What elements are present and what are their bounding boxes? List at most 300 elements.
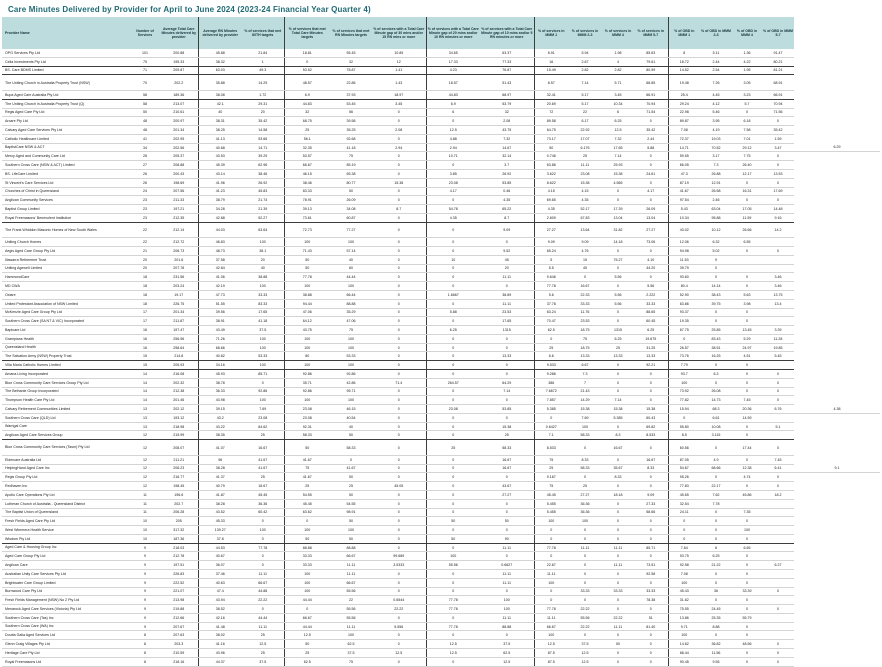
cell-avg_rn_min: 45.33 xyxy=(198,517,242,526)
table-row[interactable] xyxy=(2,213,880,222)
cell-svc_mmm23: 5.17 xyxy=(568,99,602,108)
cell-svc_mmm23: 0 xyxy=(568,526,602,535)
cell-pct_met_total_care: 68.75 xyxy=(284,117,330,126)
table-row[interactable] xyxy=(2,378,880,387)
table-row[interactable] xyxy=(2,361,880,370)
cell-obd_mmm1: 63.86 xyxy=(668,299,700,308)
cell-svc_mmm1: 20.69 xyxy=(534,99,568,108)
cell-pct_met_80th: 52.27 xyxy=(242,213,284,222)
cell-obd_mmm4: 0 xyxy=(732,561,762,570)
cell-gap_30_15: 12 xyxy=(372,57,426,66)
cell-pct_met_rn: 40.54 xyxy=(330,413,372,422)
cell-obd_mmm23: 95.88 xyxy=(700,213,732,222)
cell-obd_mmm57: 70.94 xyxy=(762,99,794,108)
table-row[interactable] xyxy=(2,299,880,308)
cell-pct_met_total_care: 58.33 xyxy=(284,431,330,440)
cell-svc_mmm23: 0 xyxy=(568,631,602,640)
table-row[interactable] xyxy=(2,405,880,414)
cell-avg_rn_min: 68.66 xyxy=(198,343,242,352)
cell-svc_mmm57: 33.33 xyxy=(634,587,668,596)
cell-obd_mmm1: 11.53 xyxy=(668,255,700,264)
cell-obd_mmm4: 0 xyxy=(732,534,762,543)
table-row[interactable] xyxy=(2,517,880,526)
cell-gap_30_15: 0 xyxy=(372,273,426,282)
provider-name-cell: BS. LifeCare Limited xyxy=(2,169,130,178)
cell-gap_10_5: 0 xyxy=(480,334,534,343)
cell-pct_met_total_care: 64.12 xyxy=(284,317,330,326)
cell-svc_mmm23: 0 xyxy=(568,578,602,587)
cell-num_services: 20 xyxy=(130,264,160,273)
table-row[interactable] xyxy=(2,605,880,614)
column-header-num_services[interactable]: Number of Services xyxy=(130,17,160,49)
cell-obd_mmm1: 47.3 xyxy=(668,169,700,178)
cell-svc_mmm23: 37.5 xyxy=(568,640,602,649)
cell-pct_met_80th: 0 xyxy=(242,561,284,570)
cell-obd_mmm57: 17.69 xyxy=(762,187,794,196)
table-row[interactable] xyxy=(2,596,880,605)
table-row[interactable] xyxy=(2,169,880,178)
cell-obd_mmm4: 0 xyxy=(732,649,762,658)
cell-obd_mmm4: 0 xyxy=(732,569,762,578)
table-row[interactable] xyxy=(2,490,880,499)
cell-obd_mmm57: 19.85 xyxy=(762,343,794,352)
column-header-svc_mmm57[interactable]: % of services in MMM 5-7 xyxy=(634,17,668,49)
table-row[interactable] xyxy=(2,317,880,326)
cell-svc_mmm23: 9.09 xyxy=(568,238,602,247)
table-row[interactable] xyxy=(2,440,880,456)
cell-pct_met_total_care: 12.5 xyxy=(284,631,330,640)
cell-obd_mmm4: 0 xyxy=(732,317,762,326)
cell-gap_30_15: 0 xyxy=(372,282,426,291)
cell-svc_mmm23: 4.35 xyxy=(568,196,602,205)
cell-gap_30_15: 0 xyxy=(372,405,426,414)
table-row[interactable] xyxy=(2,108,880,117)
cell-pct_met_total_care: 41.67 xyxy=(284,455,330,464)
cell-avg_total_care_min: 207.63 xyxy=(160,631,198,640)
cell-obd_mmm1: 95.26 xyxy=(668,473,700,482)
table-row[interactable] xyxy=(2,187,880,196)
column-header-obd_mmm4[interactable]: % of OBD in MMM 4 xyxy=(732,17,762,49)
cell-obd_mmm57: 68.91 xyxy=(762,75,794,91)
column-header-gap_20_10[interactable]: % of services with a Total Care Minute gap of 20 mins and/or 10 RN minutes or more xyxy=(426,17,480,49)
cell-gap_30_15: 3.5333 xyxy=(372,561,426,570)
cell-svc_mmm1: 22.67 xyxy=(534,561,568,570)
table-row[interactable] xyxy=(2,290,880,299)
cell-num_services: 12 xyxy=(130,455,160,464)
cell-svc_mmm4: 0 xyxy=(602,526,634,535)
cell-pct_met_rn: 32 xyxy=(330,57,372,66)
column-header-avg_rn_min[interactable]: Average RN Minutes delivered by provider xyxy=(198,17,242,49)
cell-svc_mmm57: 0 xyxy=(634,578,668,587)
cell-gap_20_10: 0 xyxy=(426,222,480,238)
cell-pct_met_80th: 16.67 xyxy=(242,482,284,491)
cell-avg_total_care_min: 219.88 xyxy=(160,605,198,614)
cell-svc_mmm57: 0 xyxy=(634,640,668,649)
cell-svc_mmm1: 65.24 xyxy=(534,247,568,256)
cell-gap_20_10: 0 xyxy=(426,490,480,499)
table-row[interactable] xyxy=(2,205,880,214)
column-header-gap_10_5[interactable]: % of services with a Total Care Minute gap of 10 mins and/or 5 RN minutes or more xyxy=(480,17,534,49)
cell-gap_20_10: 4.17 xyxy=(426,187,480,196)
cell-avg_rn_min: 43.49 xyxy=(198,326,242,335)
cell-svc_mmm1: 5 xyxy=(534,255,568,264)
cell-pct_met_80th: 53.33 xyxy=(242,352,284,361)
cell-gap_30_15: 22.22 xyxy=(372,605,426,614)
column-header-svc_mmm1[interactable]: % of services in MMM 1 xyxy=(534,17,568,49)
cell-avg_rn_min: 41.13 xyxy=(198,134,242,143)
cell-svc_mmm4: 6 xyxy=(602,108,634,117)
cell-obd_mmm23: 0 xyxy=(700,569,732,578)
cell-avg_total_care_min: 205.37 xyxy=(160,152,198,161)
cell-gap_30_15: 0 xyxy=(372,290,426,299)
table-row[interactable] xyxy=(2,482,880,491)
cell-gap_20_10: 0 xyxy=(426,431,480,440)
table-row[interactable] xyxy=(2,464,880,473)
cell-pct_met_80th: 37.5 xyxy=(242,657,284,666)
column-header-obd_mmm57[interactable]: % of OBD in MMM 5-7 xyxy=(762,17,794,49)
column-header-obd_mmm23[interactable]: % of OBD in MMM 2-3 xyxy=(700,17,732,49)
cell-pct_met_total_care: 53.52 xyxy=(284,66,330,75)
cell-svc_mmm57: 66.91 xyxy=(634,90,668,99)
column-header-pct_met_total_care[interactable]: % of services that met Total Care Minutes targets xyxy=(284,17,330,49)
cell-pct_met_total_care: 48.57 xyxy=(284,75,330,91)
cell-avg_total_care_min: 202.2 xyxy=(160,75,198,91)
table-row[interactable] xyxy=(2,543,880,552)
cell-gap_20_10: 55.56 xyxy=(426,561,480,570)
cell-num_services: 17 xyxy=(130,308,160,317)
cell-svc_mmm1: 77.78 xyxy=(534,605,568,614)
table-row[interactable] xyxy=(2,387,880,396)
table-row[interactable] xyxy=(2,526,880,535)
cell-avg_rn_min: 44.53 xyxy=(198,543,242,552)
table-row[interactable] xyxy=(2,413,880,422)
cell-avg_rn_min: 43.22 xyxy=(198,422,242,431)
cell-pct_met_80th: 100 xyxy=(242,361,284,370)
cell-svc_mmm57: 35.42 xyxy=(634,126,668,135)
column-header-obd_mmm1[interactable]: % of OBD in MMM 1 xyxy=(668,17,700,49)
cell-avg_rn_min: 43.96 xyxy=(198,649,242,658)
cell-gap_30_15: 0 xyxy=(372,499,426,508)
provider-name-cell: Menarock Aged Care Services (Victoria) Pty Ltd xyxy=(2,605,130,614)
table-row[interactable] xyxy=(2,308,880,317)
cell-avg_rn_min: 38.28 xyxy=(198,499,242,508)
column-header-svc_mmm23[interactable]: % of services in MMM 2-3 xyxy=(568,17,602,49)
cell-gap_30_15: 0.6544 xyxy=(372,596,426,605)
cell-avg_rn_min: 48.73 xyxy=(198,247,242,256)
table-row[interactable] xyxy=(2,534,880,543)
cell-pct_met_80th: 92.86 xyxy=(242,387,284,396)
cell-obd_mmm1: 87.05 xyxy=(668,455,700,464)
cell-avg_total_care_min: 193.12 xyxy=(160,413,198,422)
provider-name-cell: BaptistCare NSW & ACT xyxy=(2,143,130,152)
cell-svc_mmm23: 8.33 xyxy=(568,455,602,464)
cell-num_services: 12 xyxy=(130,440,160,456)
cell-obd_mmm1: 32.54 xyxy=(668,499,700,508)
table-row[interactable] xyxy=(2,473,880,482)
table-row[interactable] xyxy=(2,422,880,431)
cell-avg_rn_min: 41.87 xyxy=(198,490,242,499)
table-row[interactable] xyxy=(2,117,880,126)
cell-obd_mmm23: 24.45 xyxy=(700,605,732,614)
cell-gap_10_5: 51.43 xyxy=(480,75,534,91)
column-header-gap_30_15[interactable]: % of services with a Total Care Minute gap of 30 mins and/or 15 RN mins or more xyxy=(372,17,426,49)
table-row[interactable] xyxy=(2,499,880,508)
cell-obd_mmm23: 83.43 xyxy=(700,334,732,343)
column-header-svc_mmm4[interactable]: % of services in MMM 4 xyxy=(602,17,634,49)
table-row[interactable] xyxy=(2,196,880,205)
cell-obd_mmm1: 0 xyxy=(668,334,700,343)
cell-pct_met_rn: 55.45 xyxy=(330,49,372,57)
cell-svc_mmm57: 60.43 xyxy=(634,413,668,422)
cell-pct_met_total_care: 100 xyxy=(284,238,330,247)
cell-svc_mmm57: 85.71 xyxy=(634,543,668,552)
cell-gap_30_15: 0 xyxy=(372,134,426,143)
table-row[interactable] xyxy=(2,57,880,66)
cell-svc_mmm1: 66.67 xyxy=(534,622,568,631)
cell-svc_mmm23: 25 xyxy=(568,152,602,161)
table-row[interactable] xyxy=(2,273,880,282)
cell-gap_20_10: 0 xyxy=(426,473,480,482)
table-row[interactable] xyxy=(2,152,880,161)
cell-svc_mmm57: 92.21 xyxy=(634,361,668,370)
cell-gap_10_5: 45 xyxy=(480,255,534,264)
cell-avg_rn_min: 43.98 xyxy=(198,396,242,405)
cell-obd_mmm23: 0 xyxy=(700,308,732,317)
cell-avg_rn_min: 40.68 xyxy=(198,143,242,152)
table-row[interactable] xyxy=(2,578,880,587)
table-row[interactable] xyxy=(2,431,880,440)
cell-avg_rn_min: 37.8 xyxy=(198,534,242,543)
table-row[interactable] xyxy=(2,178,880,187)
cell-svc_mmm4: 5.56 xyxy=(602,290,634,299)
cell-avg_total_care_min: 200.97 xyxy=(160,117,198,126)
cell-gap_20_10: 10 xyxy=(426,255,480,264)
cell-obd_mmm57: 0 xyxy=(762,396,794,405)
cell-gap_20_10: 12.5 xyxy=(426,649,480,658)
cell-obd_mmm57: 6.76 xyxy=(762,405,794,414)
cell-pct_met_total_care: 100 xyxy=(284,361,330,370)
cell-num_services: 9 xyxy=(130,622,160,631)
cell-avg_rn_min: 40.82 xyxy=(198,352,242,361)
cell-obd_mmm4: 24.97 xyxy=(732,343,762,352)
cell-pct_met_80th: 100 xyxy=(242,526,284,535)
cell-obd_mmm23: 2.46 xyxy=(700,196,732,205)
cell-svc_mmm4: 0 xyxy=(602,631,634,640)
table-row[interactable] xyxy=(2,640,880,649)
cell-svc_mmm57: 73.06 xyxy=(634,238,668,247)
cell-obd_mmm57: 81.21 xyxy=(762,66,794,75)
cell-svc_mmm4: 0 xyxy=(602,499,634,508)
table-row[interactable] xyxy=(2,75,880,91)
cell-gap_10_5: 26.92 xyxy=(480,169,534,178)
cell-svc_mmm57: 0 xyxy=(634,387,668,396)
provider-name-cell: Southern Cross Care (Tas) Inc xyxy=(2,613,130,622)
table-row[interactable] xyxy=(2,343,880,352)
table-row[interactable] xyxy=(2,561,880,570)
cell-svc_mmm57: 4.17 xyxy=(634,187,668,196)
cell-obd_mmm57 xyxy=(762,631,794,640)
table-row[interactable] xyxy=(2,282,880,291)
cell-gap_10_5: 53.79 xyxy=(480,99,534,108)
cell-obd_mmm4: 33.39 xyxy=(732,587,762,596)
cell-svc_mmm23: 6.67 xyxy=(568,361,602,370)
cell-svc_mmm4: 7.14 xyxy=(602,152,634,161)
table-row[interactable] xyxy=(2,552,880,561)
cell-pct_met_total_care: 66.67 xyxy=(284,613,330,622)
cell-pct_met_80th: 37.5 xyxy=(242,326,284,335)
cell-obd_mmm4: 100 xyxy=(732,526,762,535)
table-row[interactable] xyxy=(2,99,880,108)
cell-svc_mmm1: 100 xyxy=(534,517,568,526)
table-row[interactable] xyxy=(2,90,880,99)
table-row[interactable] xyxy=(2,247,880,256)
cell-svc_mmm1: 32.41 xyxy=(534,90,568,99)
cell-pct_met_80th: 85.71 xyxy=(242,369,284,378)
table-row[interactable] xyxy=(2,143,880,152)
cell-pct_met_80th: 36.36 xyxy=(242,499,284,508)
cell-obd_mmm57 xyxy=(762,238,794,247)
cell-gap_10_5: 88.88 xyxy=(480,622,534,631)
table-row[interactable] xyxy=(2,255,880,264)
cell-pct_met_rn: 44.44 xyxy=(330,273,372,282)
cell-svc_mmm23: 15 xyxy=(568,255,602,264)
cell-obd_mmm4: 0 xyxy=(732,431,762,440)
cell-avg_rn_min: 96 xyxy=(198,455,242,464)
cell-svc_mmm4: 35.67 xyxy=(602,464,634,473)
table-row[interactable] xyxy=(2,352,880,361)
cell-gap_10_5: 0 xyxy=(480,238,534,247)
cell-svc_mmm57: 0 xyxy=(634,440,668,456)
cell-num_services: 50 xyxy=(130,108,160,117)
cell-avg_total_care_min: 208.88 xyxy=(160,161,198,170)
cell-gap_10_5: 0 xyxy=(480,508,534,517)
cell-svc_mmm1: 7.857 xyxy=(534,396,568,405)
table-row[interactable] xyxy=(2,161,880,170)
cell-avg_total_care_min: 202.56 xyxy=(160,143,198,152)
cell-obd_mmm4: 0 xyxy=(732,605,762,614)
table-row[interactable] xyxy=(2,49,880,57)
table-row[interactable] xyxy=(2,569,880,578)
table-row[interactable] xyxy=(2,326,880,335)
table-row[interactable] xyxy=(2,134,880,143)
cell-svc_mmm4: 0 xyxy=(602,596,634,605)
cell-obd_mmm57: 0 xyxy=(762,247,794,256)
cell-num_services: 13 xyxy=(130,422,160,431)
cell-pct_met_80th: 21.84 xyxy=(242,49,284,57)
cell-obd_mmm23: 0 xyxy=(700,264,732,273)
cell-num_services: 27 xyxy=(130,161,160,170)
cell-gap_10_5: 43.75 xyxy=(480,126,534,135)
provider-name-cell: Oxlare xyxy=(2,290,130,299)
cell-svc_mmm4: 18.18 xyxy=(602,490,634,499)
cell-gap_10_5: 7.32 xyxy=(480,134,534,143)
cell-gap_10_5: 11.11 xyxy=(480,299,534,308)
table-row[interactable] xyxy=(2,238,880,247)
table-row[interactable] xyxy=(2,334,880,343)
cell-obd_mmm57: 0 xyxy=(762,178,794,187)
provider-name-cell: Blue Cross Community Care Services (Tasm) Pty Ltd xyxy=(2,440,130,456)
cell-pct_met_total_care: 50 xyxy=(284,255,330,264)
table-row[interactable] xyxy=(2,508,880,517)
cell-svc_mmm57: 16.67 xyxy=(634,455,668,464)
column-header-provider[interactable]: Provider Name xyxy=(2,17,130,49)
cell-obd_mmm4: 4.22 xyxy=(732,57,762,66)
cell-gap_10_5: 9.09 xyxy=(480,222,534,238)
column-header-pct_met_80th[interactable]: % of services that met 80TH targets xyxy=(242,17,284,49)
cell-num_services: 28 xyxy=(130,152,160,161)
cell-pct_met_total_care: 100 xyxy=(284,334,330,343)
cell-avg_total_care_min: 200.88 xyxy=(160,49,198,57)
cell-obd_mmm1: 93.37 xyxy=(668,308,700,317)
provider-name-cell: Glenn Craig Villages Pty Ltd xyxy=(2,640,130,649)
cell-gap_10_5: 62.5 xyxy=(480,649,534,658)
cell-gap_20_10: 6 xyxy=(426,108,480,117)
cell-pct_met_total_care: 33.33 xyxy=(284,552,330,561)
cell-svc_mmm57: 0 xyxy=(634,117,668,126)
cell-gap_20_10: 5.88 xyxy=(426,308,480,317)
table-row[interactable] xyxy=(2,222,880,238)
cell-gap_30_15: 0 xyxy=(372,213,426,222)
cell-num_services: 24 xyxy=(130,187,160,196)
table-row[interactable] xyxy=(2,657,880,666)
provider-name-cell: Uniting Agewell Limited xyxy=(2,264,130,273)
cell-obd_mmm4: 0 xyxy=(732,657,762,666)
table-row[interactable] xyxy=(2,264,880,273)
cell-svc_mmm57: 0 xyxy=(634,605,668,614)
cell-gap_10_5: 0.46 xyxy=(480,187,534,196)
table-row[interactable] xyxy=(2,631,880,640)
cell-obd_mmm1: 100 xyxy=(668,378,700,387)
cell-pct_met_80th: 17.65 xyxy=(242,308,284,317)
cell-obd_mmm57: 91.47 xyxy=(762,49,794,57)
cell-avg_total_care_min: 211.33 xyxy=(160,196,198,205)
cell-pct_met_rn: 37.5 xyxy=(330,649,372,658)
cell-svc_mmm57: 79.61 xyxy=(634,57,668,66)
table-row[interactable] xyxy=(2,396,880,405)
cell-pct_met_rn: 50 xyxy=(330,187,372,196)
table-row[interactable] xyxy=(2,66,880,75)
cell-num_services: 41 xyxy=(130,134,160,143)
cell-avg_total_care_min: 195.33 xyxy=(160,57,198,66)
cell-obd_mmm4: 3.23 xyxy=(732,90,762,99)
cell-pct_met_rn: 75 xyxy=(330,657,372,666)
cell-gap_30_15: 0 xyxy=(372,152,426,161)
table-row[interactable] xyxy=(2,369,880,378)
table-row[interactable] xyxy=(2,587,880,596)
table-row[interactable] xyxy=(2,649,880,658)
column-header-pct_met_rn[interactable]: % of services that met RN Minutes targets xyxy=(330,17,372,49)
table-row[interactable] xyxy=(2,622,880,631)
table-row[interactable] xyxy=(2,126,880,135)
table-row[interactable] xyxy=(2,613,880,622)
column-header-avg_total_care_min[interactable]: Average Total Care Minutes delivered by provider xyxy=(160,17,198,49)
cell-gap_20_10: 0 xyxy=(426,387,480,396)
page-title: Care Minutes Delivered by Provider for April to June 2024 (2023-24 Financial Year Quarter 4) xyxy=(8,5,371,14)
cell-svc_mmm57: 0 xyxy=(634,473,668,482)
cell-avg_rn_min: 71.26 xyxy=(198,334,242,343)
cell-gap_20_10: 0 xyxy=(426,587,480,596)
table-row[interactable] xyxy=(2,455,880,464)
cell-svc_mmm23: 100 xyxy=(568,422,602,431)
cell-pct_met_rn: 39.58 xyxy=(330,117,372,126)
cell-obd_mmm23: 26.08 xyxy=(700,387,732,396)
cell-pct_met_80th: 20 xyxy=(242,108,284,117)
cell-svc_mmm4: 14.18 xyxy=(602,238,634,247)
cell-svc_mmm23: 55.56 xyxy=(568,613,602,622)
cell-obd_mmm57: 18.2 xyxy=(762,490,794,499)
cell-avg_total_care_min: 214.8 xyxy=(160,352,198,361)
cell-obd_mmm57: 80.21 xyxy=(762,57,794,66)
